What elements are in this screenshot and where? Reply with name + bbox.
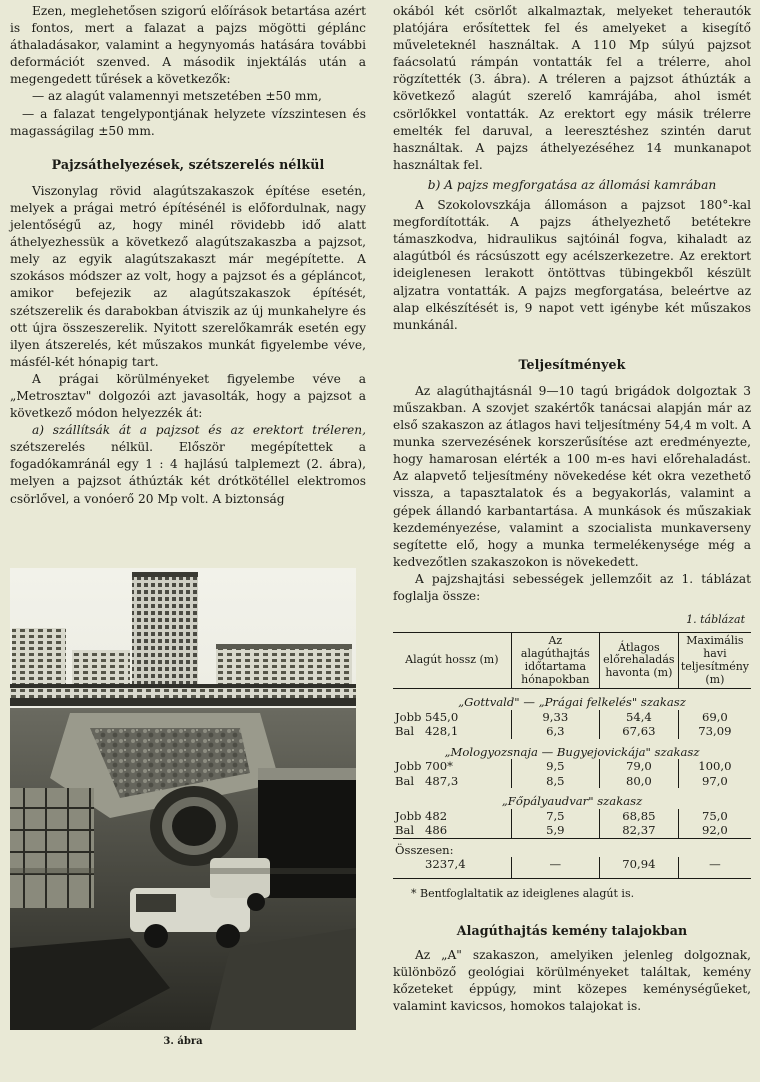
total-length-cell: 3237,4 xyxy=(393,857,511,878)
avg-cell: 79,0 xyxy=(599,759,678,774)
duration-cell: 9,33 xyxy=(511,710,599,725)
side-label: Jobb xyxy=(395,709,422,724)
table-row xyxy=(393,759,751,774)
avg-cell: 80,0 xyxy=(599,774,678,789)
paragraph: Viszonylag rövid alagútszakaszok építése esetén, melyek a prágai metró építésénél is előfordulnak, nagy jelentőségű az, hogy minél rövidebb idő alatt áthelyezhessük a következő alagútszakaszba a pajzsot, mely az egyik alagútszakaszt már megépítette. A szokásos módszer az volt, hogy a pajzsot és a gépláncot, amikor befejezik az alagútszakaszok építését, szétszerelik és darabokban átviszik az új munkahelyre és ott újra összeszerelik. Nyitott szerelőkamrák esetén egy ilyen átszerelés, két műszakos munkát figyelembe véve, másfél-két hónapig tart. xyxy=(10,183,366,369)
right-column xyxy=(393,0,751,1015)
header-cell: Átlagos előrehaladás havonta (m) xyxy=(599,633,678,689)
paragraph: okából két csörlőt alkalmaztak, melyeket teherautók platójára erősítettek fel és amelyeket a kisegítő műveleteknél használtak. A 110 Mp súlyú pajzsot faácsolatú rámpán vontatták fel a trélerre, ahol rögzítették (3. ábra). A tréleren a pajzsot áthúzták a következő alagút szerelő kamrájába, ahol ismét csörlőkkel vontatták. Az erektort egy másik trélerre emelték fel daruval, a leeresztéshez szintén darut használtak. A pajzs áthelyezéséhez 14 munkanapot használtak fel. xyxy=(393,4,751,172)
table-row xyxy=(393,774,751,789)
table-row xyxy=(393,710,751,725)
section-heading: Alagúthajtás kemény talajokban xyxy=(456,922,688,938)
side-label: Bal xyxy=(395,724,415,739)
paragraph: A pajzshajtási sebességek jellemzőit az 1. táblázat foglalja össze: xyxy=(393,571,751,603)
max-cell: 97,0 xyxy=(678,774,751,789)
tolerance-item: — a falazat tengelypontjának helyzete vízszintesen és magasságilag ±50 mm. xyxy=(10,106,366,138)
length-cell: 545,0 xyxy=(425,709,459,724)
side-label: Jobb xyxy=(395,808,422,823)
tolerance-item: — az alagút valamennyi metszetében ±50 mm, xyxy=(32,89,322,104)
side-label: Bal xyxy=(395,773,415,788)
duration-cell: 8,5 xyxy=(511,774,599,789)
paragraph-text: szétszerelés nélkül. Először megépítettek a fogadókamránál egy 1 : 4 hajlású talplemezt (2. ábra), melyen a pajzsot áthúzták két drótkötéllel elektromos csörlővel, a vonóerő 20 Mp volt. A biztonság xyxy=(10,440,366,506)
total-label: Összesen: xyxy=(393,838,751,857)
table-caption: 1. táblázat xyxy=(686,613,745,627)
table-header-row xyxy=(393,633,751,689)
total-avg-cell: 70,94 xyxy=(599,857,678,878)
table-row xyxy=(393,823,751,838)
header-cell: Az alagúthajtás időtartama hónapokban xyxy=(511,633,599,689)
paragraph: Az alagúthajtásnál 9—10 tagú brigádok dolgoztak 3 műszakban. A szovjet szakértők tanácsai alapján már az első szakaszon az átlagos havi teljesítmény 54,4 m volt. A munka szervezésének korszerűsítése azt eredményezte, hogy hamarosan elérték a 100 m-es havi előrehaladást. Az alapvető teljesítmény növekedése két okra vezethető vissza, a tapasztalatok és a begyakorlás, valamint a gépek állandó karbantartása. A munkások és műszakiak kezdeményezése, valamint a szocialista munkaverseny segítette elő, hogy a munka termelékenysége még a kedvezőtlen szakaszokon is növekedett. xyxy=(393,383,751,569)
duration-cell: 6,3 xyxy=(511,724,599,739)
paragraph: A prágai körülményeket figyelembe véve a „Metrosztav" dolgozói azt javasolták, hogy a pajzsot a következő módon helyezzék át: xyxy=(10,371,366,421)
list-label: a) szállítsák át a pajzsot és az erektort tréleren, xyxy=(32,423,366,438)
avg-cell: 67,63 xyxy=(599,724,678,739)
section-heading: Teljesítmények xyxy=(518,356,626,372)
table-row xyxy=(393,724,751,739)
avg-cell: 68,85 xyxy=(599,809,678,824)
table-row xyxy=(393,809,751,824)
paragraph: Ezen, meglehetősen szigorú előírások betartása azért is fontos, mert a falazat a pajzs mögötti géplánc áthaladásakor, valamint a hegynyomás hatására további deformációt szenved. A második injektálás után a megengedett tűrések a következők: xyxy=(10,4,366,87)
paragraph: Az „A" szakaszon, amelyiken jelenleg dolgoznak, különböző geológiai körülményeket találtak, kemény kőzeteket éppúgy, mint közepes keménységűeket, valamint kavicsos, homokos talajokat is. xyxy=(393,948,751,1014)
paragraph: A Szokolovszkája állomáson a pajzsot 180°-kal megfordították. A pajzs áthelyezhető betétekre támaszkodva, hidraulikus sajtóinál fogva, kihaladt az alagútból és rácsúszott egy acélszerkezetre. Az erektort ideiglenesen lerakott öntöttvas tübingekből készült aljzatra vontatták. A pajzs megforgatása, beleértve az alap elkészítését is, 9 napot vett igénybe két műszakos munkánál. xyxy=(393,198,751,332)
length-cell: 482 xyxy=(425,808,448,823)
duration-cell: 5,9 xyxy=(511,823,599,838)
max-cell: 75,0 xyxy=(678,809,751,824)
paragraph xyxy=(10,422,366,507)
max-cell: 100,0 xyxy=(678,759,751,774)
max-cell: 73,09 xyxy=(678,724,751,739)
section-title: „Mologyozsnaja — Bugyejovickája" szakasz xyxy=(444,744,700,759)
left-column xyxy=(10,0,366,508)
section-row xyxy=(393,689,751,710)
avg-cell: 54,4 xyxy=(599,710,678,725)
side-label: Bal xyxy=(395,823,415,838)
section-title: „Főpályaudvar" szakasz xyxy=(501,794,643,809)
figure-caption: 3. ábra xyxy=(163,1036,203,1047)
length-cell: 486 xyxy=(425,823,448,838)
duration-cell: 7,5 xyxy=(511,809,599,824)
max-cell: 92,0 xyxy=(678,823,751,838)
construction-site-photo xyxy=(10,568,356,1030)
header-cell: Maximális havi teljesítmény (m) xyxy=(678,633,751,689)
section-title: „Gottvald" — „Prágai felkelés" szakasz xyxy=(458,695,686,710)
duration-cell: 9,5 xyxy=(511,759,599,774)
max-cell: 69,0 xyxy=(678,710,751,725)
side-label: Jobb xyxy=(395,759,422,774)
table-footnote: * Bentfoglaltatik az ideiglenes alagút is. xyxy=(411,886,635,900)
section-heading: Pajzsáthelyezések, szétszerelés nélkül xyxy=(51,156,325,172)
avg-cell: 82,37 xyxy=(599,823,678,838)
total-max-cell: — xyxy=(678,857,751,878)
total-label-row xyxy=(393,838,751,857)
length-cell: 428,1 xyxy=(425,724,459,739)
header-cell: Alagút hossz (m) xyxy=(393,633,511,689)
length-cell: 487,3 xyxy=(425,773,459,788)
section-row xyxy=(393,788,751,809)
length-cell: 700* xyxy=(425,759,453,774)
total-duration-cell: — xyxy=(511,857,599,878)
section-row xyxy=(393,739,751,760)
subsection-heading: b) A pajzs megforgatása az állomási kamrában xyxy=(427,177,717,192)
total-row xyxy=(393,857,751,878)
data-table xyxy=(393,632,751,879)
